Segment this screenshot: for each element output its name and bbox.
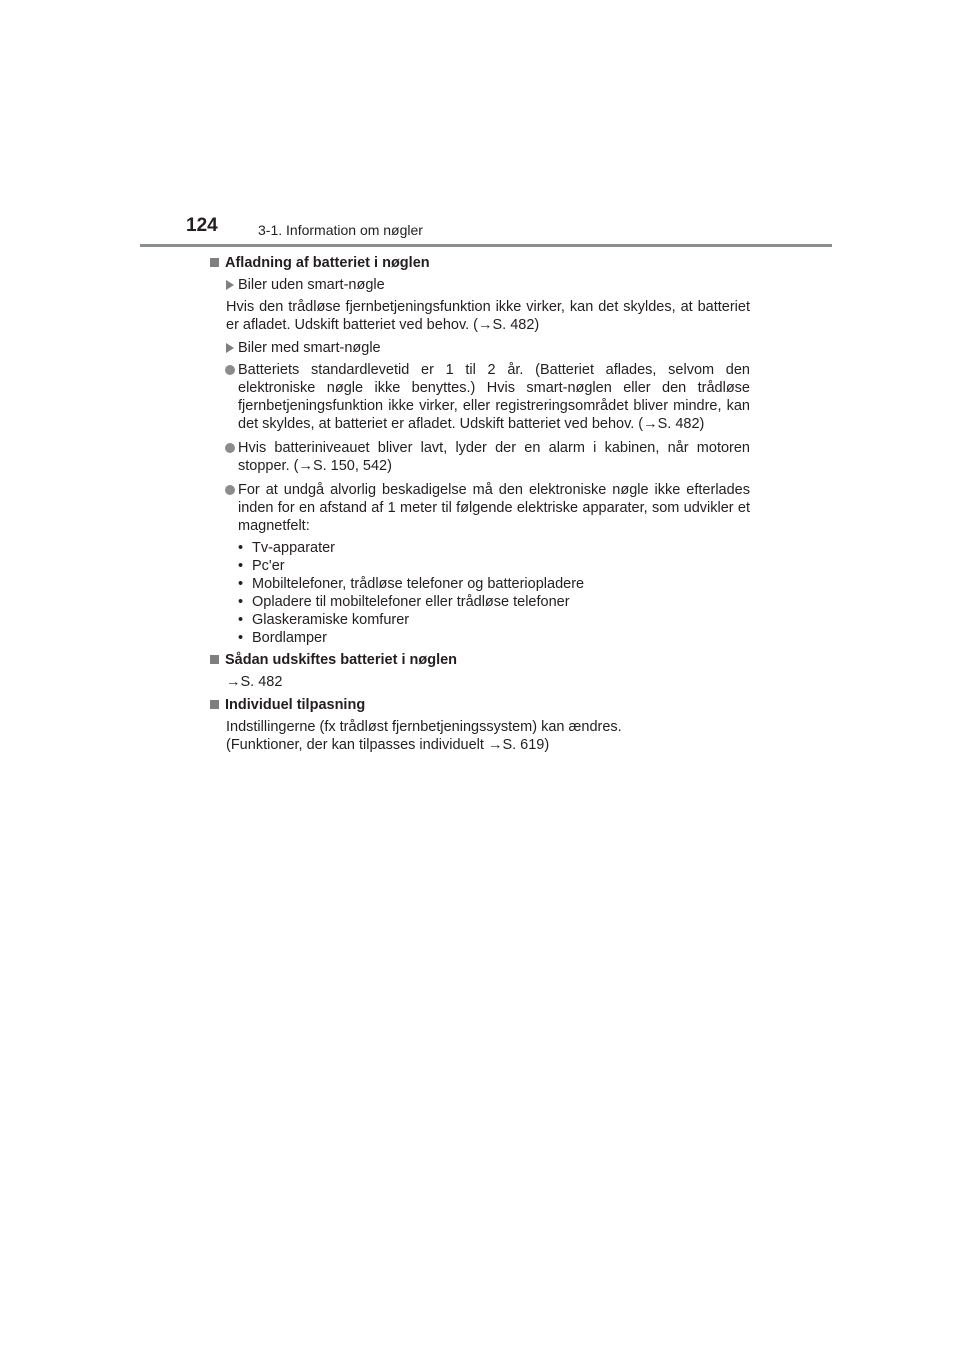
square-bullet-icon [210,258,219,267]
dot-bullet: • [238,576,244,592]
triangle-arrow-icon [226,280,234,290]
dot-bullet: • [238,558,244,574]
subheading-text: Biler med smart-nøgle [238,340,381,356]
bullet-text: Batteriets standardlevetid er 1 til 2 år. (Batteriet aflades, selvom den elektroniske nøgle ikke benyttes.) Hvis smart-nøglen eller den trådløse fjernbetjeningsfunktion ikke virker, eller registreringsområdet bliver mindre, kan det skyldes, at batteriet er afladet. Udskift batteriet ved behov. (→S. 482) [238,362,750,432]
section-heading-battery-discharge [210,254,750,272]
section-heading-text: Afladning af batteriet i nøglen [225,255,430,271]
bullet-low-battery-alarm [210,439,750,475]
paragraph-page-reference: →S. 482 [226,674,283,690]
section-heading-text: Sådan udskiftes batteriet i nøglen [225,652,458,668]
paragraph-customization-line2: (Funktioner, der kan tilpasses individuelt →S. 619) [226,737,550,753]
circle-bullet-icon [225,485,235,495]
dot-bullet: • [238,630,244,646]
circle-bullet-icon [225,365,235,375]
bullet-battery-lifetime [210,361,750,433]
list-item: • Pc'er [238,558,285,574]
dot-bullet: • [238,540,244,556]
device-list [210,539,750,647]
list-item: • Opladere til mobiltelefoner eller trådløse telefoner [238,594,570,610]
square-bullet-icon [210,655,219,664]
header-divider [140,244,832,247]
subheading-text: Biler uden smart-nøgle [238,277,385,293]
list-item: • Tv-apparater [238,540,336,556]
subheading-with-smart-key [210,339,750,357]
square-bullet-icon [210,700,219,709]
paragraph-without-smart-key: Hvis den trådløse fjernbetjeningsfunktion ikke virker, kan det skyldes, at batteriet er afladet. Udskift batteriet ved behov. (→S. 482) [226,299,750,333]
dot-bullet: • [238,594,244,610]
list-item: • Bordlamper [238,630,327,646]
circle-bullet-icon [225,443,235,453]
list-item: • Glaskeramiske komfurer [238,612,410,628]
paragraph-customization-line1: Indstillingerne (fx trådløst fjernbetjeningssystem) kan ændres. [226,719,622,735]
triangle-arrow-icon [226,343,234,353]
dot-bullet: • [238,612,244,628]
page-number: 124 [186,215,218,236]
page-content [210,254,750,759]
chapter-title: 3-1. Information om nøgler [258,222,423,238]
list-item: • Mobiltelefoner, trådløse telefoner og batteriopladere [238,576,585,592]
section-heading-customization [210,696,750,714]
bullet-text: Hvis batteriniveauet bliver lavt, lyder der en alarm i kabinen, når motoren stopper. (→S. 150, 542) [238,440,750,474]
subheading-without-smart-key [210,276,750,294]
section-heading-text: Individuel tilpasning [225,697,366,713]
bullet-magnetic-field-warning [210,481,750,535]
section-heading-battery-replacement [210,651,750,669]
bullet-text: For at undgå alvorlig beskadigelse må den elektroniske nøgle ikke efterlades inden for en afstand af 1 meter til følgende elektriske apparater, som udvikler et magnetfelt: [238,482,750,534]
